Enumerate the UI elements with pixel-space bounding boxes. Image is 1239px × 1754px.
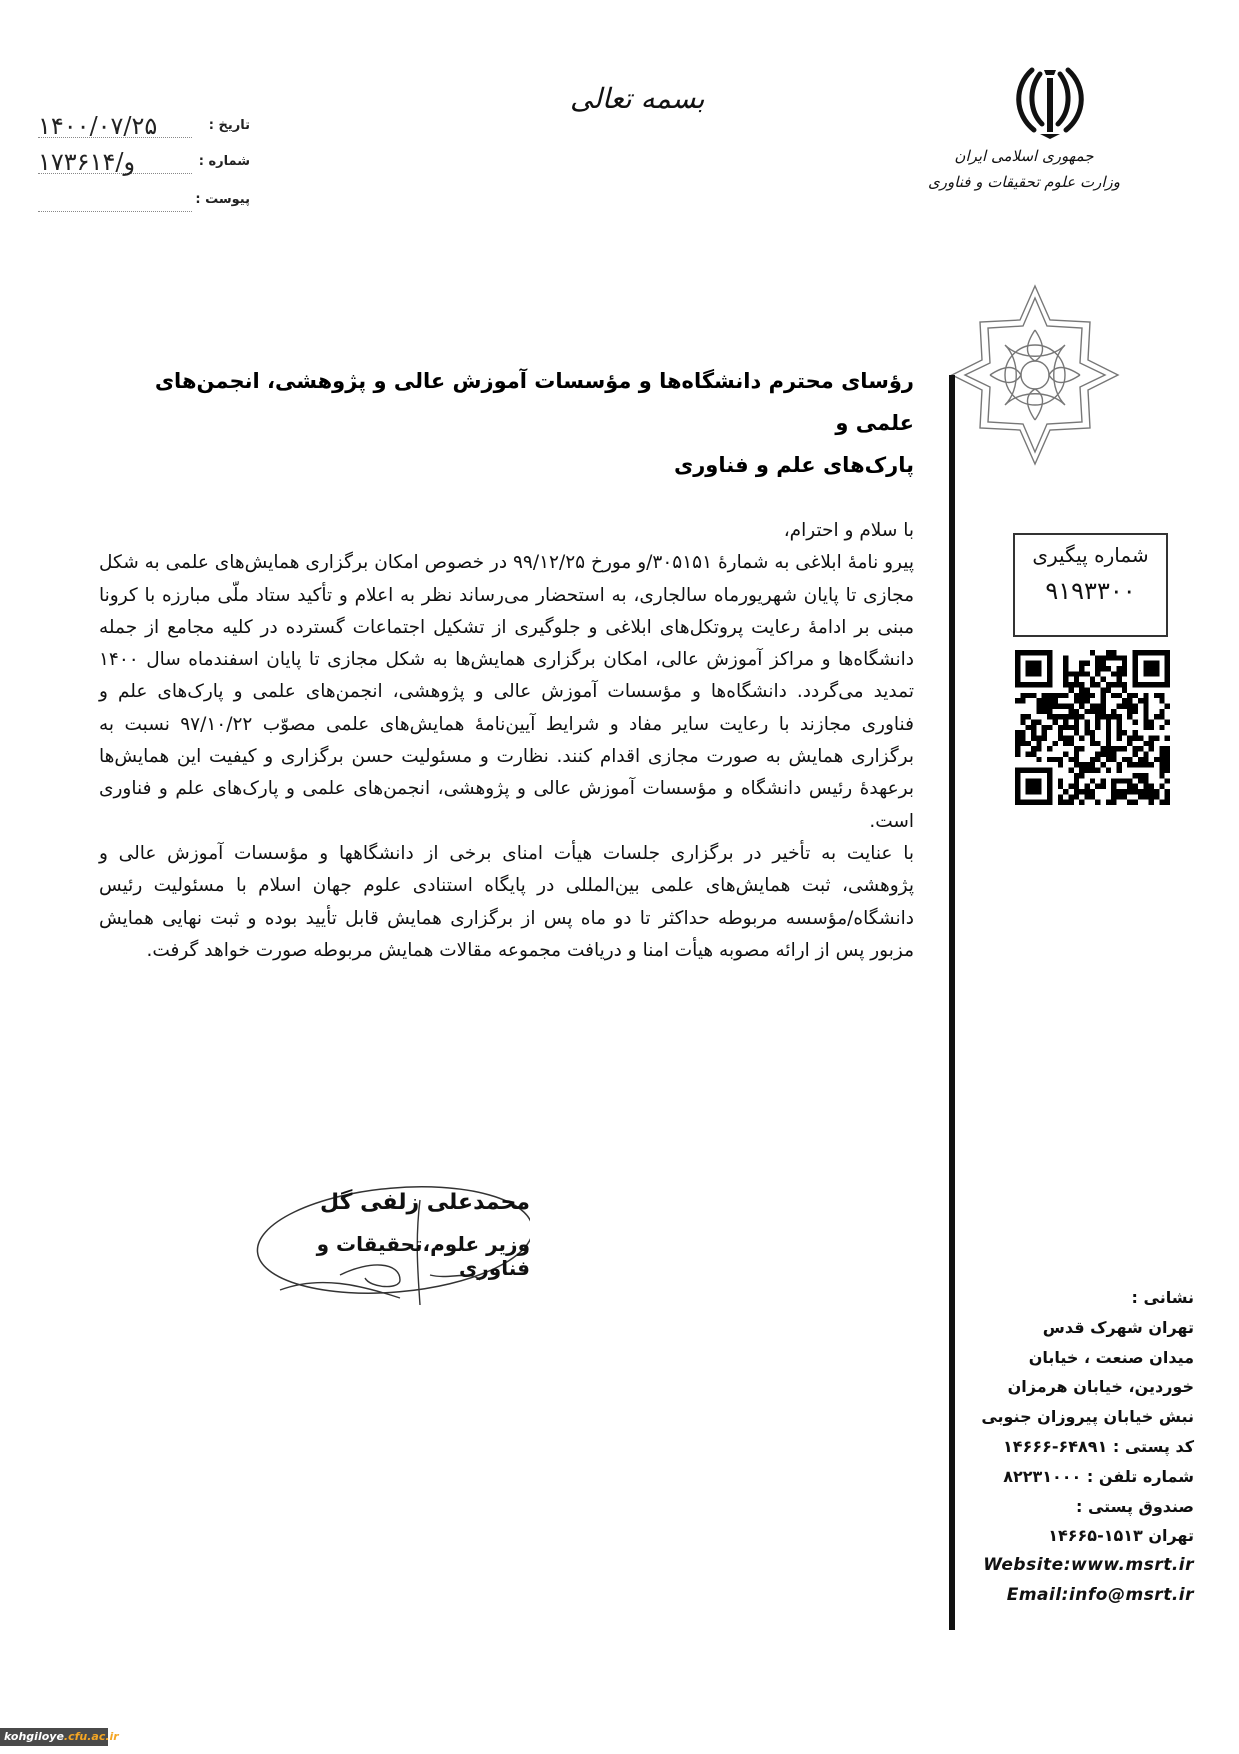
number-label: شماره :: [198, 154, 250, 169]
attachment-label: پیوست :: [195, 192, 250, 207]
email-link[interactable]: Email:info@msrt.ir: [1006, 1584, 1194, 1605]
address-heading: نشانی :: [1131, 1288, 1194, 1307]
letter-paragraph-2: با عنایت به تأخیر در برگزاری جلسات هیأت امنای برخی از دانشگاهها و مؤسسات آموزش عالی و پژوهشی، ثبت همایش‌های علمی بین‌المللی در پایگاه استنادی علوم جهان اسلام با مسئولیت رئیس دانشگاه/مؤسسه مربوطه حداکثر تا دو ماه پس از برگزاری همایش قابل تأیید بوده و ثبت نهایی همایش مزبور پس از ارائه مصوبه هیأت امنا و دریافت مجموعه مقالات همایش مربوطه صورت خواهد گرفت.: [99, 842, 914, 961]
signatory-name: محمدعلی زلفی گل: [320, 1190, 530, 1215]
islamic-star-ornament-icon: [950, 280, 1120, 470]
address-line-2: میدان صنعت ، خیابان: [1028, 1347, 1194, 1367]
letter-greeting: با سلام و احترام،: [783, 520, 914, 541]
source-watermark: [0, 1728, 119, 1746]
address-line-4: نبش خیابان پیروزان جنوبی: [981, 1407, 1194, 1427]
website-link[interactable]: Website:www.msrt.ir: [983, 1555, 1194, 1576]
addressee-line-1: رؤسای محترم دانشگاه‌ها و مؤسسات آموزش عالی و پژوهشی، انجمن‌های علمی و: [154, 369, 914, 435]
po-box-label: صندوق پستی :: [1075, 1496, 1194, 1516]
number-value: ۱۷۳۶۱۴/و: [38, 148, 136, 176]
letter-paragraph-1: پیرو نامهٔ ابلاغی به شمارهٔ ۳۰۵۱۵۱/و مورخ ۹۹/۱۲/۲۵ در خصوص امکان برگزاری همایش‌های علمی به شکل مجازی تا پایان شهریورماه سالجاری، به استحضار می‌رساند نظر به اعلام و تأکید ستاد ملّی مبارزه با کرونا مبنی بر ادامهٔ رعایت پروتکل‌های ابلاغی و جلوگیری از تشکیل اجتماعات گسترده در کلیه مجامع از جمله دانشگاه‌ها و مراکز آموزش عالی، امکان برگزاری همایش‌ها به شکل مجازی تا پایان اسفندماه سال ۱۴۰۰ تمدید می‌گردد. دانشگاه‌ها و مؤسسات آموزش عالی و پژوهشی، انجمن‌های علمی و پارک‌های علم و فناوری مجازند با رعایت سایر مفاد و شرایط آیین‌نامهٔ همایش‌های علمی مصوّب ۹۷/۱۰/۲۲ نسبت به برگزاری همایش به صورت مجازی اقدام کنند. نظارت و مسئولیت حسن برگزاری و کیفیت این همایش‌ها برعهدهٔ رئیس دانشگاه و مؤسسات آموزش عالی و پژوهشی، انجمن‌های علمی و پارک‌های علم و فناوری است.: [99, 552, 914, 832]
attachment-dotted-line: [38, 211, 192, 212]
letter-body: [99, 515, 914, 967]
iran-emblem-icon: [1010, 60, 1090, 140]
po-box: تهران ۱۵۱۳-۱۴۶۶۵: [1048, 1526, 1194, 1546]
tracking-number: ۹۱۹۳۳۰۰: [1045, 577, 1136, 605]
ministry-line-name: وزارت علوم تحقیقات و فناوری: [927, 173, 1121, 191]
address-line-3: خوردین، خیابان هرمزان: [1007, 1377, 1194, 1397]
phone-number: شماره تلفن : ۸۲۲۳۱۰۰۰: [1003, 1466, 1194, 1486]
tracking-number-box: [1013, 533, 1168, 637]
letter-addressee: [114, 360, 914, 486]
watermark-part-2: .cfu.ac.ir: [63, 1730, 119, 1743]
signature-block: [250, 1180, 530, 1310]
date-value: ۱۴۰۰/۰۷/۲۵: [38, 112, 158, 140]
qr-code-icon: [1015, 650, 1170, 805]
tracking-label: شماره پیگیری: [1032, 543, 1149, 567]
addressee-line-2: پارک‌های علم و فناوری: [673, 453, 914, 477]
postal-code: کد پستی : ۶۴۸۹۱-۱۴۶۶۶: [1003, 1436, 1194, 1456]
ministry-line-country: جمهوری اسلامی ایران: [954, 147, 1094, 165]
watermark-part-1: kohgiloye: [4, 1730, 64, 1743]
number-field: [30, 148, 250, 178]
bismillah-heading: بسمه تعالی: [570, 82, 705, 115]
ministry-address: [964, 1283, 1194, 1611]
signatory-title: وزیر علوم،تحقیقات و فناوری: [316, 1232, 530, 1280]
ministry-heading: [904, 143, 1144, 195]
address-line-1: تهران شهرک قدس: [1042, 1317, 1194, 1337]
date-label: تاریخ :: [208, 118, 250, 133]
vertical-divider: [949, 375, 955, 1630]
date-field: [30, 112, 250, 142]
attachment-field: [30, 190, 250, 216]
